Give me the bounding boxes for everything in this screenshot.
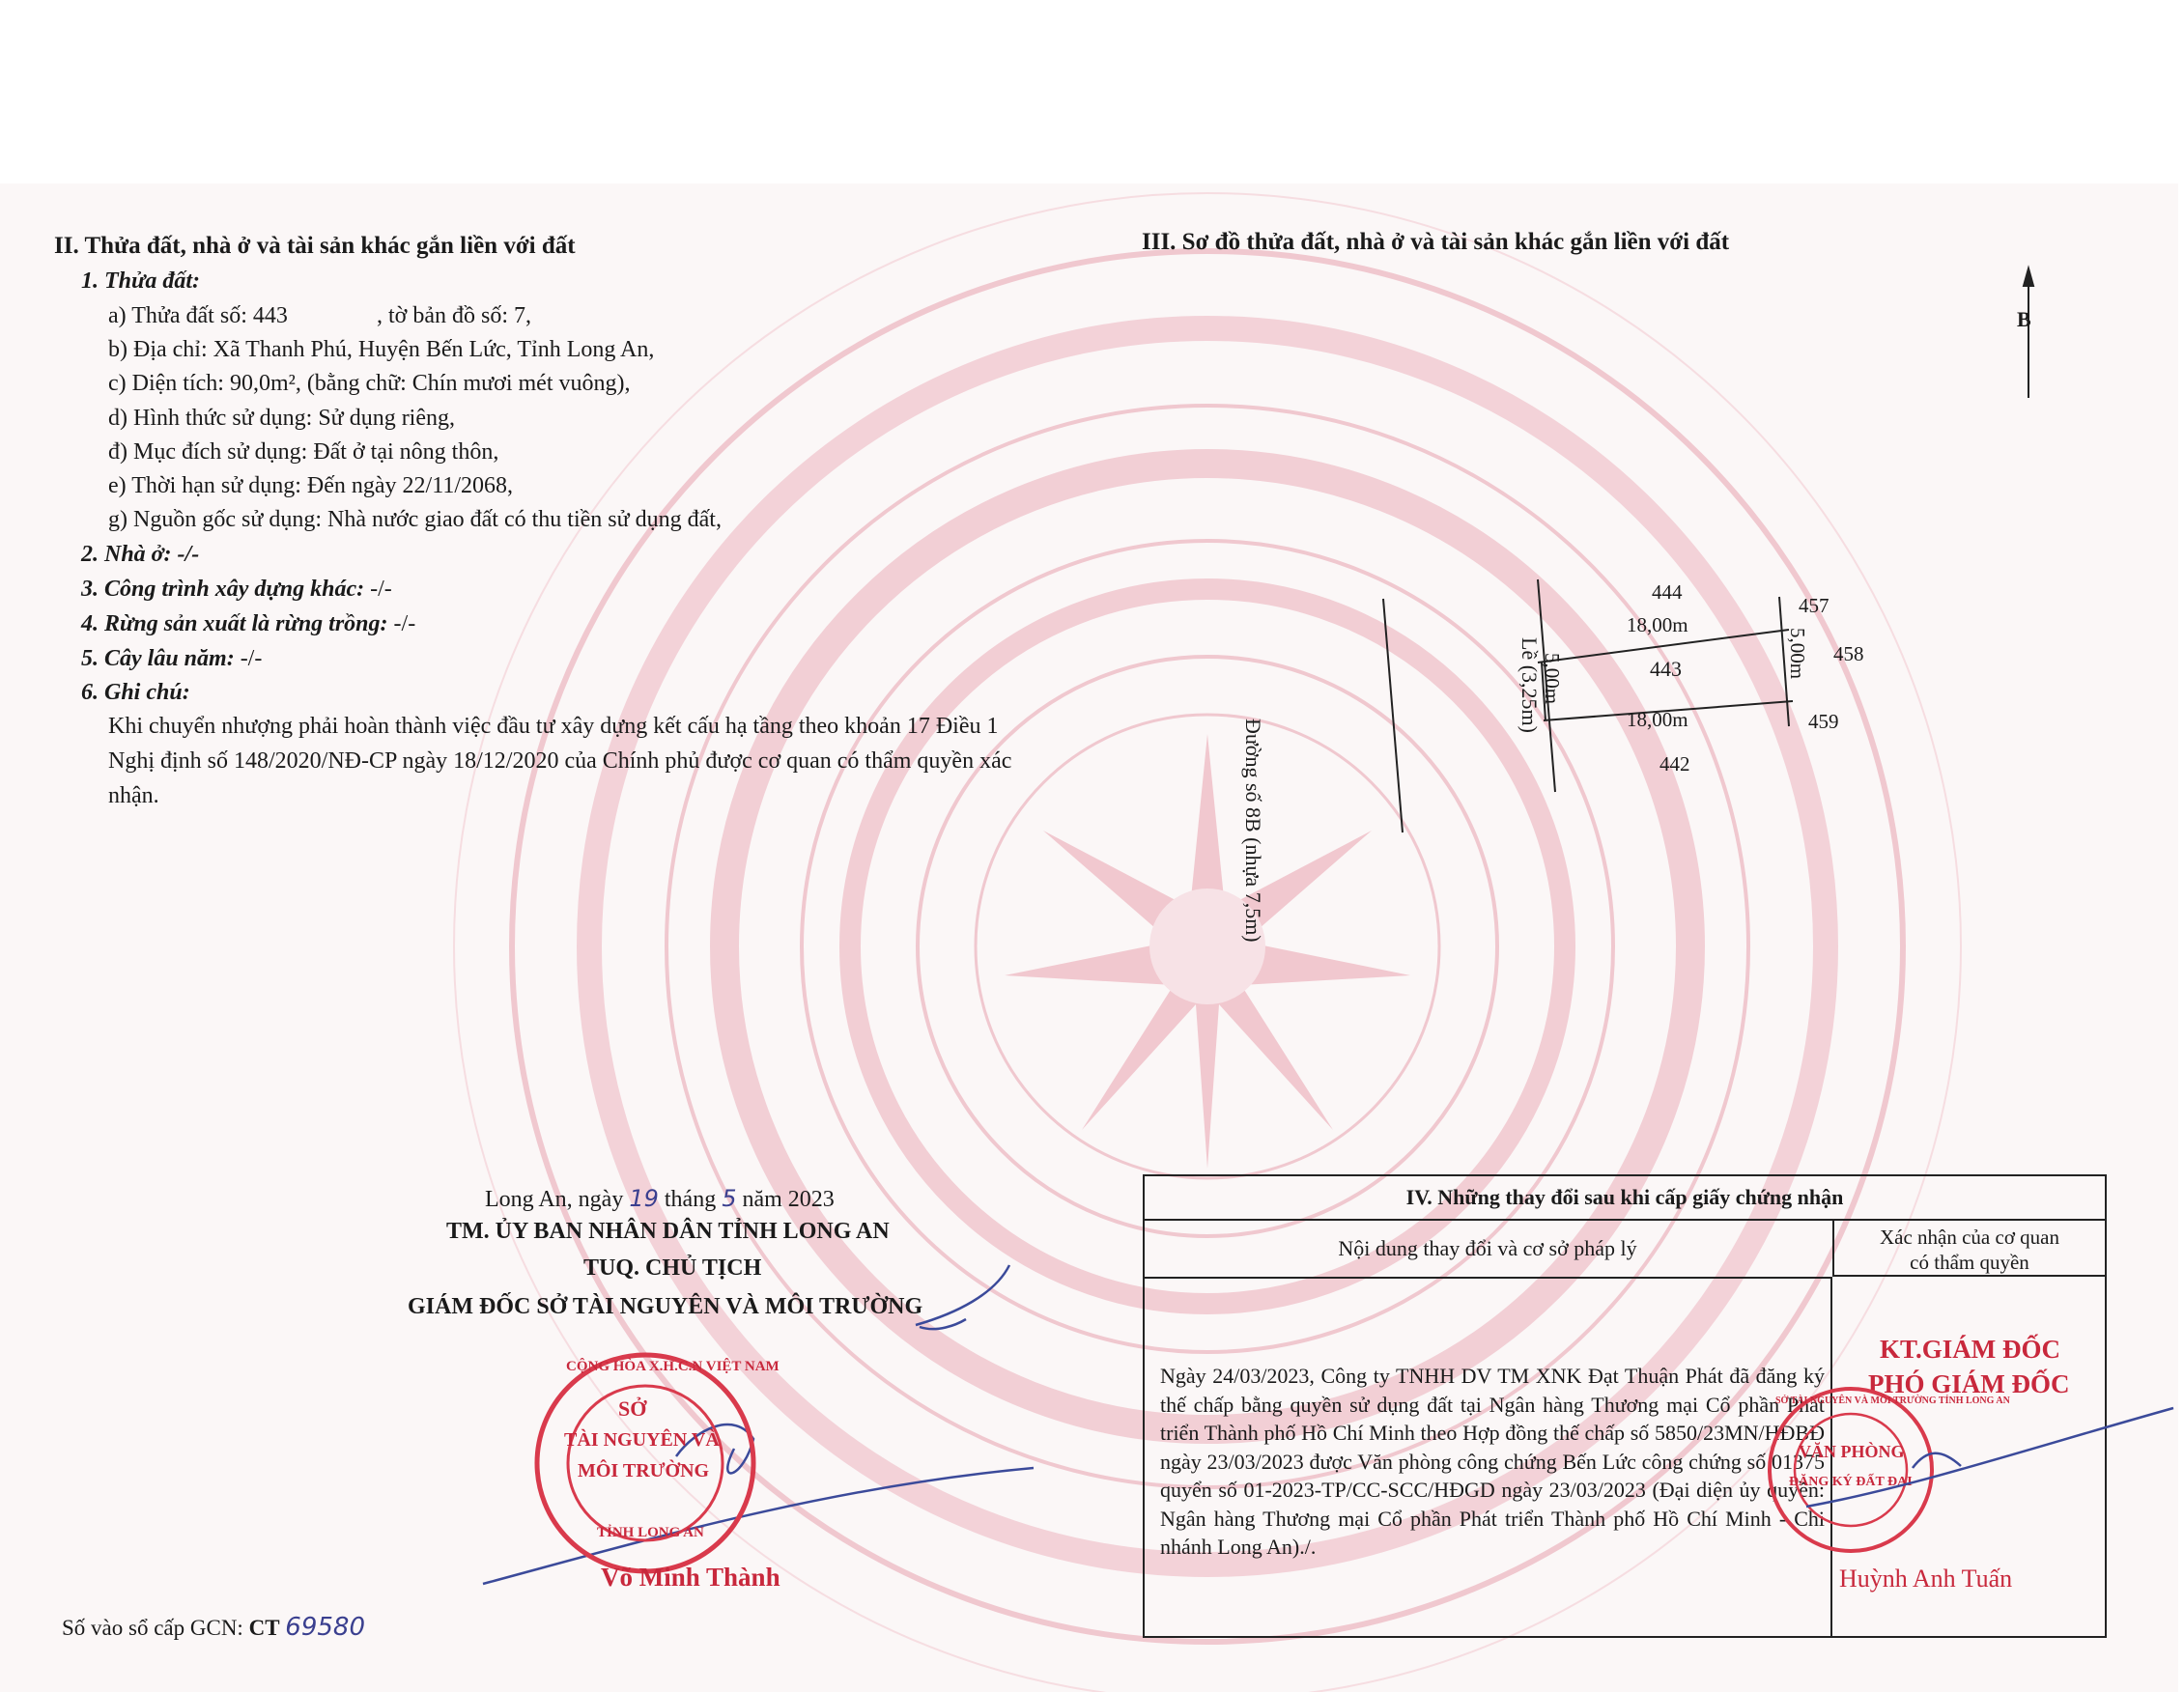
use-origin: g) Nguồn gốc sử dụng: Nhà nước giao đất có thu tiền sử dụng đất, — [108, 507, 722, 532]
house: 2. Nhà ở: -/- — [81, 542, 200, 567]
north-label: B — [2017, 307, 2031, 331]
parcel-heading: 1. Thửa đất: — [81, 268, 201, 294]
notes-label: 6. Ghi chú: — [81, 680, 190, 705]
use-purpose: đ) Mục đích sử dụng: Đất ở tại nông thôn, — [108, 439, 499, 465]
section-ii-title: II. Thửa đất, nhà ở và tài sản khác gắn liền với đất — [54, 233, 576, 259]
issuer-line1: TM. ỦY BAN NHÂN DÂN TỈNH LONG AN — [446, 1219, 890, 1244]
sidewalk-label: Lề (3,25m) — [1517, 637, 1542, 733]
neighbor-442: 442 — [1659, 752, 1690, 776]
parcel-443: 443 — [1650, 657, 1682, 681]
area: c) Diện tích: 90,0m², (bằng chữ: Chín mươi mét vuông), — [108, 371, 631, 396]
seal-left-line2: TÀI NGUYÊN VÀ — [564, 1429, 720, 1451]
neighbor-444: 444 — [1652, 580, 1683, 604]
seal-left-ring-top: CỘNG HÒA X.H.C.N VIỆT NAM — [566, 1359, 780, 1374]
neighbor-459: 459 — [1808, 710, 1839, 733]
perennial-trees: 5. Cây lâu năm: -/- — [81, 646, 263, 671]
issuer-line3: GIÁM ĐỐC SỞ TÀI NGUYÊN VÀ MÔI TRƯỜNG — [408, 1294, 923, 1319]
changes-col-confirm: Xác nhận của cơ quan có thẩm quyền — [1832, 1221, 2105, 1277]
bottom-length: 18,00m — [1627, 708, 1688, 731]
use-term: e) Thời hạn sử dụng: Đến ngày 22/11/2068, — [108, 473, 513, 498]
left-width-label: 5,00m — [1541, 653, 1564, 705]
issue-month: 5 — [722, 1185, 737, 1212]
use-form: d) Hình thức sử dụng: Sử dụng riêng, — [108, 406, 456, 431]
top-length: 18,00m — [1627, 613, 1688, 636]
issuer-line2: TUQ. CHỦ TỊCH — [583, 1255, 762, 1281]
seal-left-so: SỞ — [618, 1396, 647, 1421]
map-sheet: , tờ bản đồ số: 7, — [377, 303, 532, 328]
confirm-title-1: KT.GIÁM ĐỐC — [1880, 1335, 2060, 1364]
change-entry: Ngày 24/03/2023, Công ty TNHH DV TM XNK Đạt Thuận Phát đã đăng ký thế chấp bằng quyền sử dụng đất tại Ngân hàng Thương mại Cổ phần Phát triển Thành phố Hồ Chí Minh theo Hợp đồng thế chấp số 5850/23MN/HĐBĐ ngày 23/03/2023 được Văn phòng công chứng Bến Lức công chứng số 01375 quyển số 01-2023-TP/CC-SCC/HĐGD ngày 23/03/2023 (Đại diện ủy quyền: Ngân hàng Thương mại Cổ phần Phát triển Thành phố Hồ Chí Minh - Chi nhánh Long An)./. — [1160, 1364, 1825, 1559]
registry-number: Số vào sổ cấp GCN: CT 69580 — [62, 1613, 365, 1642]
other-works: 3. Công trình xây dựng khác: -/- — [81, 577, 392, 602]
address: b) Địa chỉ: Xã Thanh Phú, Huyện Bến Lức, Tỉnh Long An, — [108, 337, 655, 362]
production-forest: 4. Rừng sản xuất là rừng trồng: -/- — [81, 611, 416, 636]
seal-right-line1: VĂN PHÒNG — [1799, 1442, 1905, 1461]
seal-left-line3: MÔI TRƯỜNG — [578, 1460, 710, 1481]
changes-title: IV. Những thay đổi sau khi cấp giấy chứng nhận — [1145, 1176, 2105, 1221]
notes-text: Khi chuyển nhượng phải hoàn thành việc đầu tư xây dựng kết cấu hạ tầng theo khoản 17 Điều 1 Nghị định số 148/2020/NĐ-CP ngày 18/12/2020 của Chính phủ được cơ quan có thẩm quyền xác nhận. — [108, 714, 1012, 808]
seal-right-ring: SỞ TÀI NGUYÊN VÀ MÔI TRƯỜNG TỈNH LONG AN — [1775, 1396, 2010, 1406]
signer-name: Võ Minh Thành — [601, 1563, 780, 1592]
seal-left-ring-bottom: TỈNH LONG AN — [597, 1525, 704, 1540]
road-label: Đường số 8B (nhựa 7,5m) — [1241, 719, 1265, 943]
neighbor-457: 457 — [1799, 594, 1829, 617]
seal-right-line2: ĐĂNG KÝ ĐẤT ĐAI — [1789, 1475, 1913, 1489]
neighbor-458: 458 — [1833, 642, 1864, 665]
parcel-number: a) Thửa đất số: 443 — [108, 303, 288, 328]
section-iii-title: III. Sơ đồ thửa đất, nhà ở và tài sản khác gắn liền với đất — [1142, 229, 1730, 255]
issue-date: Long An, ngày 19 tháng 5 năm 2023 — [485, 1185, 835, 1212]
confirm-signer: Huỳnh Anh Tuấn — [1839, 1565, 2013, 1593]
confirm-title-2: PHÓ GIÁM ĐỐC — [1868, 1369, 2070, 1398]
right-width-label: 5,00m — [1786, 628, 1809, 680]
changes-col-content: Nội dung thay đổi và cơ sở pháp lý — [1145, 1221, 1830, 1279]
issue-day: 19 — [629, 1185, 659, 1212]
